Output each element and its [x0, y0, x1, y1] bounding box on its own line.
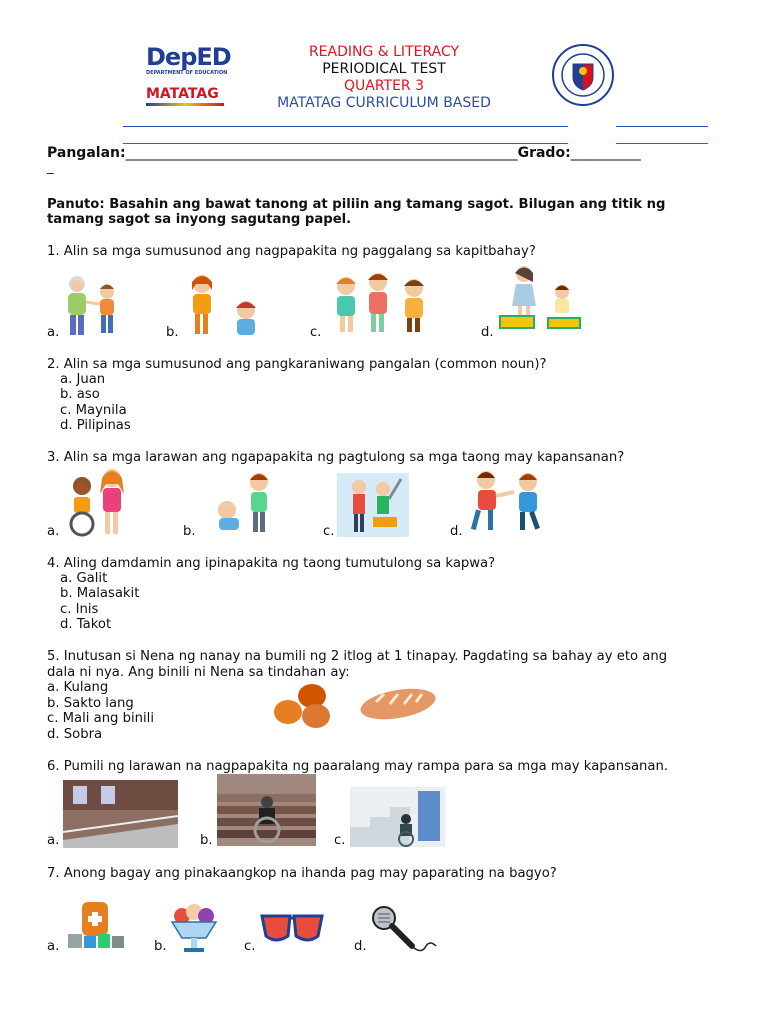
q2-option-b[interactable]: b. aso: [60, 387, 100, 402]
q1-option-b[interactable]: b.: [166, 325, 179, 340]
deped-brand: DepED: [146, 43, 231, 71]
q6-option-c[interactable]: c.: [334, 833, 346, 848]
q3-option-a[interactable]: a.: [47, 524, 60, 539]
q2-option-a[interactable]: a. Juan: [60, 372, 106, 387]
q1-text: 1. Alin sa mga sumusunod ang nagpapakita ng paggalang sa kapitbahay?: [47, 244, 536, 259]
q7-option-c[interactable]: c.: [244, 939, 256, 954]
q2-option-d[interactable]: d. Pilipinas: [60, 418, 131, 433]
grade-label: Grado:: [517, 145, 571, 161]
instructions-line1: Panuto: Basahin ang bawat tanong at piliin ang tamang sagot. Bilugan ang titik ng: [47, 197, 666, 212]
ice-cream-sundae-icon: [170, 902, 218, 954]
instructions-line2: tamang sagot sa inyong sagutang papel.: [47, 212, 352, 227]
boy-falling-icon: [205, 470, 277, 536]
q1-option-d[interactable]: d.: [481, 325, 494, 340]
q7-option-b[interactable]: b.: [154, 939, 167, 954]
q3-option-c[interactable]: c.: [323, 524, 335, 539]
q3-text: 3. Alin sa mga larawan ang ngapapakita ng pagtulong sa mga taong may kapansanan?: [47, 450, 625, 465]
deped-sub: DEPARTMENT OF EDUCATION: [146, 70, 228, 76]
matatag-logo: MATATAG: [146, 86, 219, 102]
arguing-kids-icon: [180, 270, 266, 340]
q3-option-b[interactable]: b.: [183, 524, 196, 539]
bread-icon: [358, 684, 438, 724]
test-title-3: QUARTER 3: [343, 78, 425, 94]
q7-option-d[interactable]: d.: [354, 939, 367, 954]
name-blank[interactable]: ________________________________________________________: [125, 145, 518, 161]
fighting-adults-icon: [337, 473, 409, 537]
q5-option-c[interactable]: c. Mali ang binili: [47, 711, 155, 726]
grade-blank[interactable]: __________: [570, 145, 641, 161]
eggs-icon: [272, 682, 336, 732]
kids-group-icon: [328, 268, 438, 338]
sunglasses-icon: [260, 908, 324, 950]
seal-icon: [552, 44, 614, 106]
q3-option-d[interactable]: d.: [450, 524, 463, 539]
test-title-1: READING & LITERACY: [308, 44, 460, 60]
garden-kids-icon: [498, 264, 584, 334]
microphone-icon: [370, 904, 438, 954]
q6-text: 6. Pumili ng larawan na nagpapakita ng paaralang may rampa para sa mga may kapansanan.: [47, 759, 669, 774]
school-ramp-photo: [63, 780, 178, 848]
q4-option-b[interactable]: b. Malasakit: [60, 586, 140, 601]
test-title-4: MATATAG CURRICULUM BASED: [277, 95, 491, 111]
q6-option-a[interactable]: a.: [47, 833, 60, 848]
pushing-kids-icon: [466, 468, 554, 538]
q5-text-line1: 5. Inutusan si Nena ng nanay na bumili ng 2 itlog at 1 tinapay. Pagdating sa bahay ay eto ang: [47, 649, 668, 664]
q5-option-b[interactable]: b. Sakto lang: [47, 696, 134, 711]
test-title-2: PERIODICAL TEST: [322, 61, 446, 77]
q5-option-d[interactable]: d. Sobra: [47, 727, 103, 742]
elder-child-icon: [57, 272, 129, 338]
q1-option-a[interactable]: a.: [47, 325, 60, 340]
q4-option-c[interactable]: c. Inis: [60, 602, 99, 617]
q6-option-b[interactable]: b.: [200, 833, 213, 848]
q7-text: 7. Anong bagay ang pinakaangkop na ihanda pag may paparating na bagyo?: [47, 866, 557, 881]
q5-option-a[interactable]: a. Kulang: [47, 680, 109, 695]
q4-text: 4. Aling damdamin ang ipinapakita ng taong tumutulong sa kapwa?: [47, 556, 496, 571]
name-row-extra: _: [47, 160, 54, 175]
q2-option-c[interactable]: c. Maynila: [60, 403, 127, 418]
q4-option-d[interactable]: d. Takot: [60, 617, 112, 632]
stairs-lift-photo: [350, 787, 445, 847]
q2-text: 2. Alin sa mga sumusunod ang pangkaraniwang pangalan (common noun)?: [47, 357, 547, 372]
wheelchair-help-icon: [62, 466, 136, 538]
stairs-wheelchair-photo: [217, 774, 316, 846]
q7-option-a[interactable]: a.: [47, 939, 60, 954]
name-label: Pangalan:: [47, 145, 126, 161]
emergency-kit-icon: [66, 898, 126, 950]
name-row: [47, 145, 641, 161]
q1-option-c[interactable]: c.: [310, 325, 322, 340]
q4-option-a[interactable]: a. Galit: [60, 571, 108, 586]
q5-text-line2: dala ni nya. Ang binili ni Nena sa tindahan ay:: [47, 665, 350, 680]
